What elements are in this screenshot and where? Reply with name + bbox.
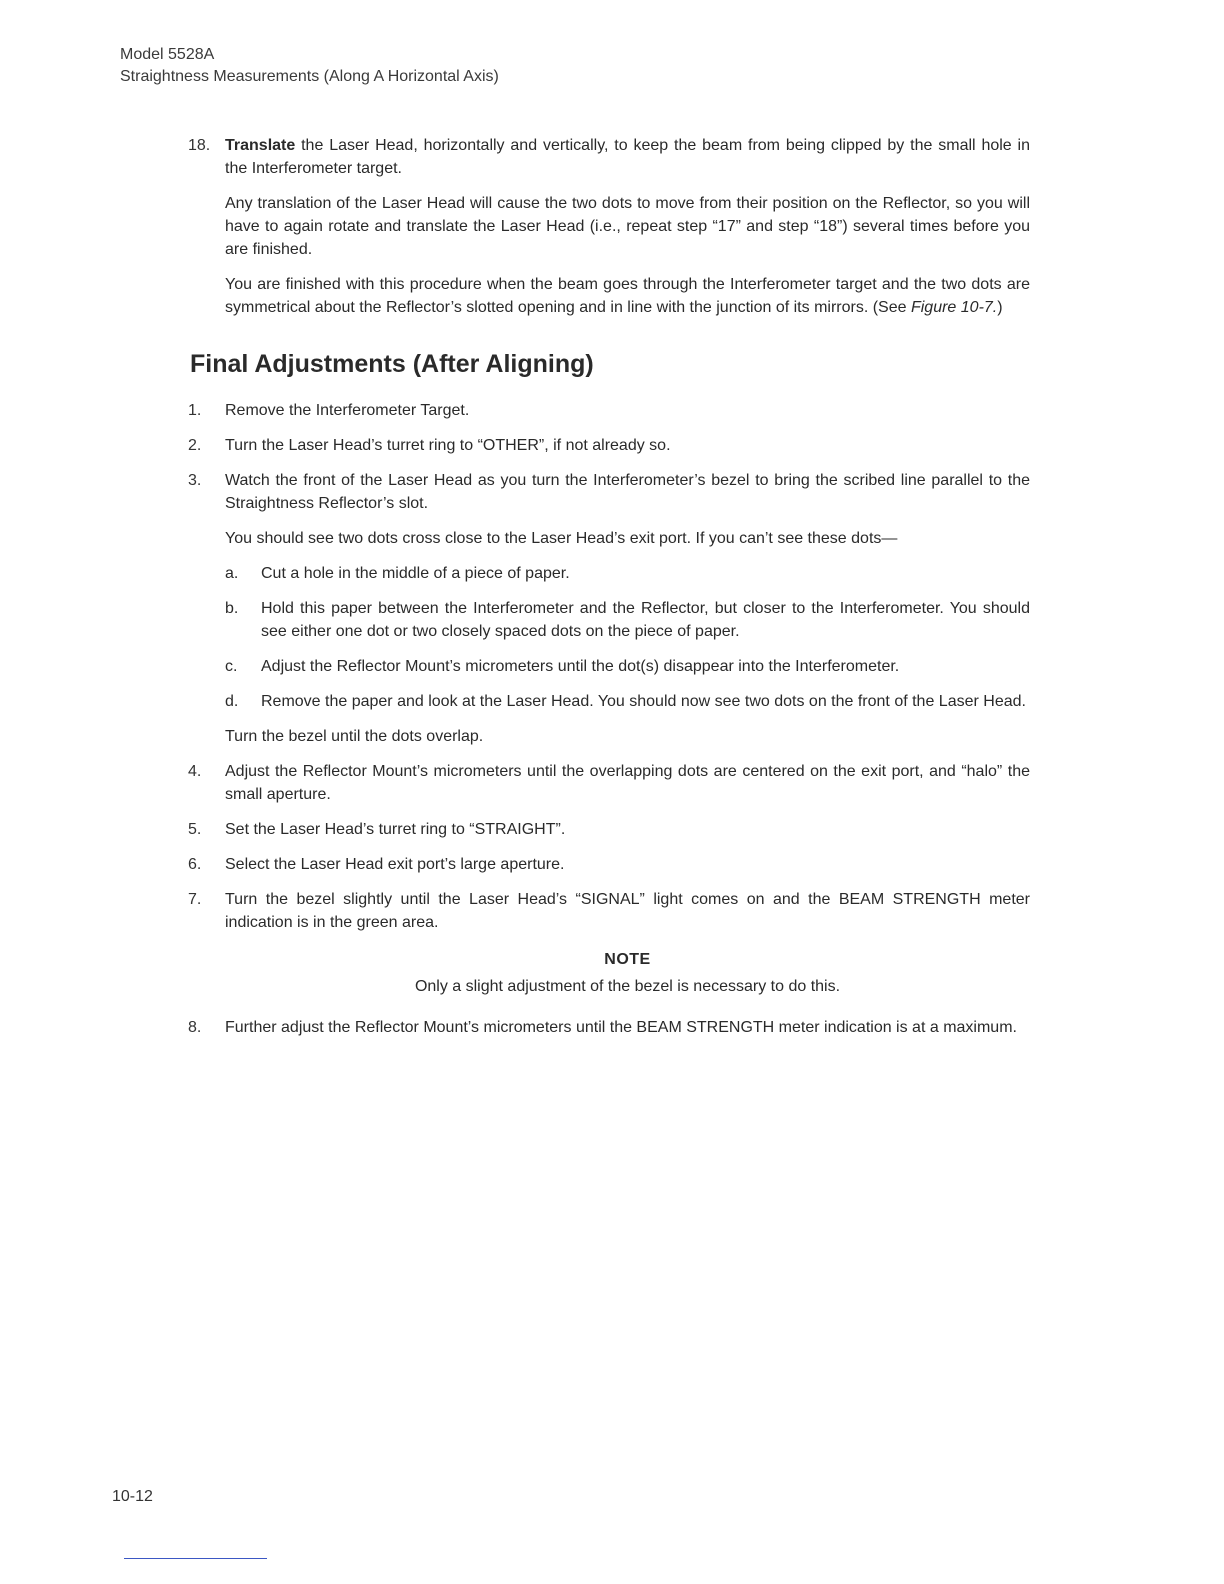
step-18-text: the Laser Head, horizontally and vertically, to keep the beam from being clipped by the small hole in the Interferometer target. — [225, 137, 1030, 177]
step-number: 2. — [188, 437, 202, 454]
step-text: Set the Laser Head’s turret ring to “STRAIGHT”. — [225, 821, 566, 838]
step-3 — [188, 469, 1030, 515]
step-6 — [188, 853, 1030, 876]
step-number: 8. — [188, 1019, 202, 1036]
step-number: 3. — [188, 472, 202, 489]
figure-reference: Figure 10-7. — [910, 299, 998, 316]
step-text: Turn the bezel slightly until the Laser Head’s “SIGNAL” light comes on and the BEAM STRENGTH meter indication is in the green area. — [225, 891, 1030, 931]
note-title: NOTE — [604, 951, 651, 968]
running-header — [120, 44, 499, 88]
substep-label: a. — [225, 565, 239, 582]
step-number: 5. — [188, 821, 202, 838]
step-18 — [188, 134, 1030, 180]
substep-c — [225, 655, 1030, 678]
step-number: 6. — [188, 856, 202, 873]
substep-label: b. — [225, 600, 239, 617]
step-5 — [188, 818, 1030, 841]
step-text: Watch the front of the Laser Head as you turn the Interferometer’s bezel to bring the scribed line parallel to the Straightness Reflector’s slot. — [225, 472, 1030, 512]
step-text: Remove the Interferometer Target. — [225, 402, 470, 419]
step-18-paragraph-2-close: ) — [997, 299, 1003, 316]
step-18-paragraph-2-text: You are finished with this procedure when the beam goes through the Interferometer target and the two dots are symmetrical about the Reflector’s slotted opening and in line with the junction of its mirrors. (See — [225, 276, 1030, 316]
substep-a — [225, 562, 1030, 585]
step-text — [225, 134, 1030, 180]
substep-label: c. — [225, 658, 238, 675]
step-18-paragraph-2 — [225, 273, 1030, 319]
substep-text: Cut a hole in the middle of a piece of paper. — [261, 565, 570, 582]
substep-label: d. — [225, 693, 239, 710]
substep-text: Hold this paper between the Interferometer and the Reflector, but closer to the Interferometer. You should see either one dot or two closely spaced dots on the piece of paper. — [261, 600, 1030, 640]
step-text: Turn the Laser Head’s turret ring to “OTHER”, if not already so. — [225, 437, 671, 454]
header-model: Model 5528A — [120, 46, 215, 63]
header-section-title: Straightness Measurements (Along A Horizontal Axis) — [120, 68, 499, 85]
page-body — [188, 134, 1030, 1051]
step-text: Select the Laser Head exit port’s large aperture. — [225, 856, 565, 873]
step-18-paragraph-1: Any translation of the Laser Head will cause the two dots to move from their position on the Reflector, so you will have to again rotate and translate the Laser Head (i.e., repeat step “17” and step “18”) several times before you are finished. — [225, 195, 1030, 258]
step-text: Adjust the Reflector Mount’s micrometers until the overlapping dots are centered on the exit port, and “halo” the small aperture. — [225, 763, 1030, 803]
step-number: 1. — [188, 402, 202, 419]
step-number: 7. — [188, 891, 202, 908]
substep-text: Adjust the Reflector Mount’s micrometers until the dot(s) disappear into the Interferometer. — [261, 658, 900, 675]
substep-b — [225, 597, 1030, 643]
step-number: 4. — [188, 763, 202, 780]
step-lead-word: Translate — [225, 137, 296, 154]
section-heading: Final Adjustments (After Aligning) — [190, 350, 594, 378]
step-8 — [188, 1016, 1030, 1039]
step-3-paragraph: You should see two dots cross close to the Laser Head’s exit port. If you can’t see these dots— — [225, 530, 898, 547]
step-3-after-paragraph: Turn the bezel until the dots overlap. — [225, 728, 484, 745]
substep-d — [225, 690, 1030, 713]
step-2 — [188, 434, 1030, 457]
step-7 — [188, 888, 1030, 934]
page-number: 10-12 — [112, 1488, 153, 1505]
step-text: Further adjust the Reflector Mount’s micrometers until the BEAM STRENGTH meter indication is at a maximum. — [225, 1019, 1017, 1036]
footer-rule — [124, 1558, 267, 1559]
step-4 — [188, 760, 1030, 806]
step-number: 18. — [188, 137, 211, 154]
step-1 — [188, 399, 1030, 422]
note-text: Only a slight adjustment of the bezel is necessary to do this. — [414, 978, 841, 995]
substep-text: Remove the paper and look at the Laser Head. You should now see two dots on the front of the Laser Head. — [261, 693, 1026, 710]
